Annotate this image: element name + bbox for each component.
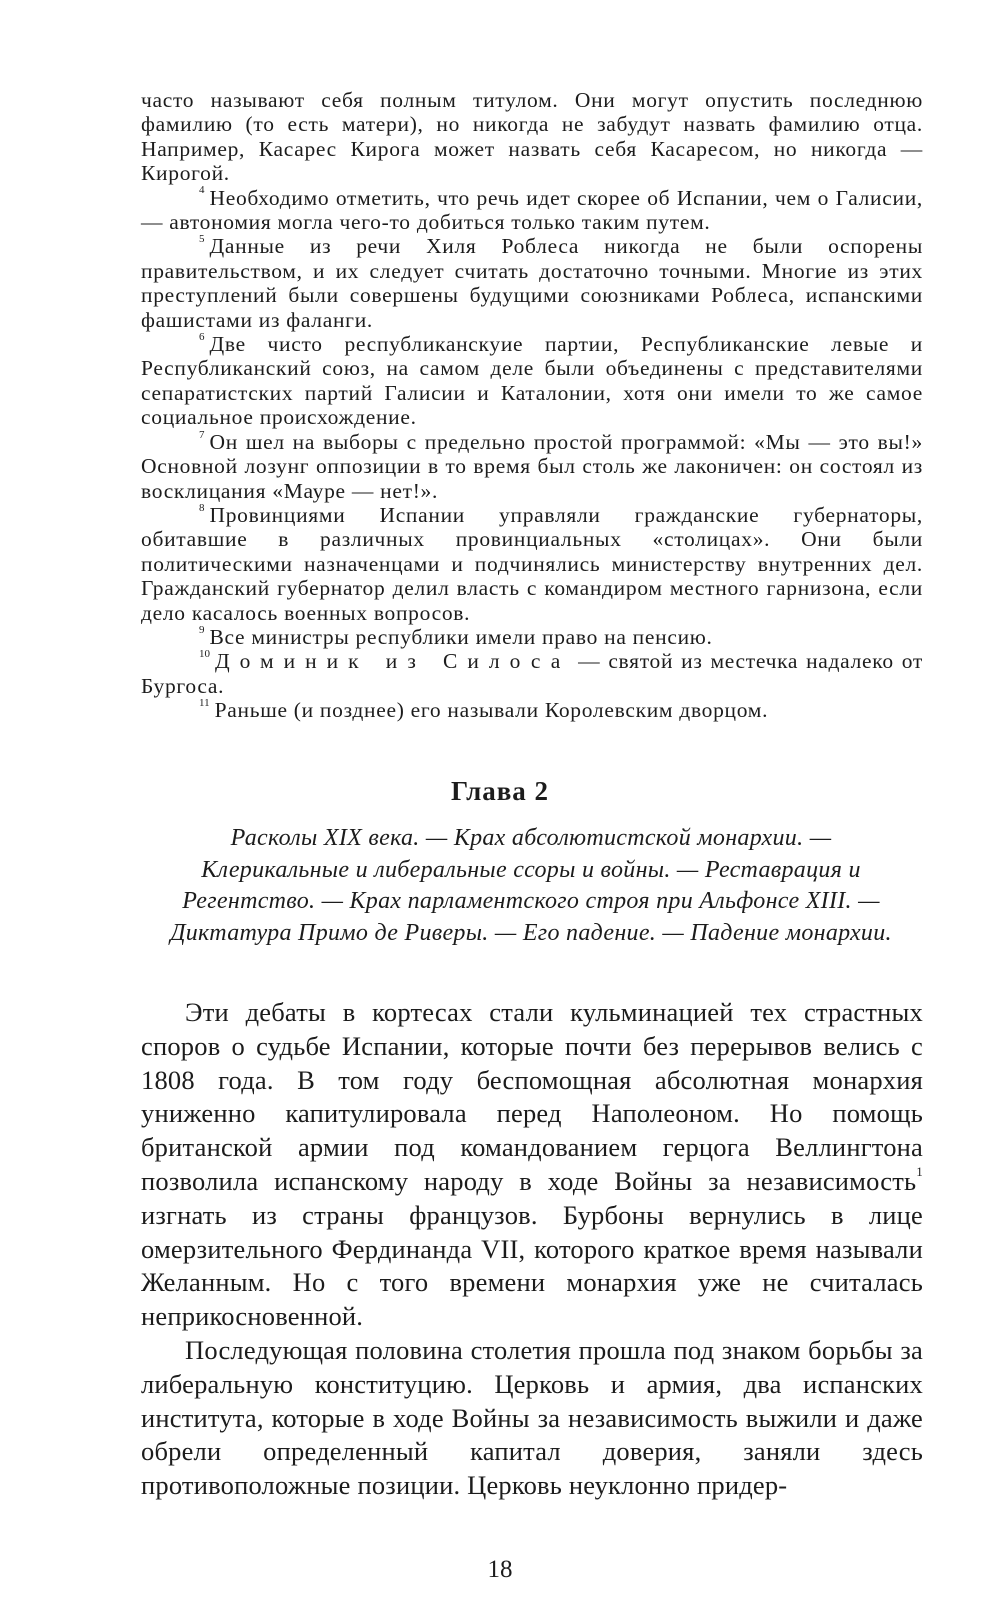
footnote-5 [141, 234, 923, 332]
note-reference: 1 [916, 1164, 923, 1180]
footnote-9 [141, 625, 923, 649]
footnote-marker: 11 [199, 697, 210, 709]
footnote-text: Он шел на выборы с предельно простой программой: «Мы — это вы!» Основной лозунг оппозиции в то время был столь же лаконичен: он состоял из восклицания «Мауре — нет!». [141, 429, 923, 503]
chapter-title: Глава 2 [450, 776, 550, 806]
footnote-text: Все министры республики имели право на пенсию. [209, 624, 713, 649]
chapter-epigraph: Расколы XIX века. — Крах абсолютистской монархии. — Клерикальные и либеральные ссоры и войны. — Реставрация и Регентство. — Крах парламентского строя при Альфонсе XIII. — Диктатура Примо де Риверы. — Его падение. — Падение монархии. [170, 825, 892, 946]
paragraph-text: Эти дебаты в кортесах стали кульминацией тех страстных споров о судьбе Испании, которые почти без перерывов велись с 1808 года. В том году беспомощная абсолютная монархия униженно капитулировала перед Наполеоном. Но помощь британской армии под командованием герцога Веллингтона позволила испанскому народу в ходе Войны за независимость [141, 997, 923, 1196]
footnote-7 [141, 430, 923, 503]
footnote-marker: 5 [199, 233, 205, 246]
footnote-8 [141, 503, 923, 625]
footnote-4 [141, 186, 923, 235]
footnote-marker: 7 [199, 428, 205, 441]
body-paragraph-2: Последующая половина столетия прошла под знаком борьбы за либеральную конституцию. Церковь и армия, два испанских института, которые в ходе Войны за независимость выжили и даже обрели определенный капитал доверия, заняли здесь противоположные позиции. Церковь неуклонно придер- [141, 1334, 923, 1501]
body-paragraph-1 [141, 996, 923, 1334]
footnote-6 [141, 332, 923, 430]
footnote-marker: 10 [199, 648, 210, 661]
footnote-10 [141, 649, 923, 698]
footnote-text: — святой из местечка надалеко от Бургоса. [141, 649, 923, 698]
chapter-body [141, 996, 923, 1503]
footnote-marker: 8 [199, 501, 205, 514]
footnote-marker: 6 [199, 330, 205, 343]
footnote-marker: 9 [199, 623, 205, 636]
footnote-11 [141, 698, 923, 722]
footnote-marker: 4 [199, 184, 205, 197]
footnote-text: Провинциями Испании управляли гражданские губернаторы, обитавшие в различных провинциальных «столицах». Они были политическими назначенцами и подчинялись министерству внутренних дел. Гражданский губернатор делил власть с командиром местного гарнизона, если дело касалось военных вопросов. [141, 502, 923, 625]
footnote-text: Необходимо отметить, что речь идет скорее об Испании, чем о Галисии, — автономия могла чего-то добиться только таким путем. [141, 185, 923, 235]
page-number: 18 [487, 1556, 513, 1583]
footnote-text: Данные из речи Хиля Роблеса никогда не были оспорены правительством, и их следует считать достаточно точными. Многие из этих преступлений были совершены будущими союзниками Роблеса, испанскими фашистами из фаланги. [141, 234, 923, 332]
footnote-sparse-name: Доминик из Силоса [215, 649, 571, 674]
paragraph-text: изгнать из страны французов. Бурбоны вернулись в лице омерзительного Фердинанда VII, которого краткое время называли Желанным. Но с того времени монархия уже не считалась неприкосновенной. [141, 1199, 923, 1332]
footnote-text: Раньше (и позднее) его называли Королевским дворцом. [214, 698, 769, 723]
footnotes-block [141, 88, 923, 723]
footnote-continuation: часто называют себя полным титулом. Они могут опустить последнюю фамилию (то есть матери), но никогда не забудут назвать фамилию отца. Например, Касарес Кирога может назвать себя Касаресом, но никогда — Кирогой. [141, 88, 923, 186]
footnote-text: Две чисто республиканскуие партии, Республиканские левые и Республиканский союз, на самом деле были объединены с представителями сепаратистских партий Галисии и Каталонии, хотя они имели то же самое социальное происхождение. [141, 332, 923, 430]
